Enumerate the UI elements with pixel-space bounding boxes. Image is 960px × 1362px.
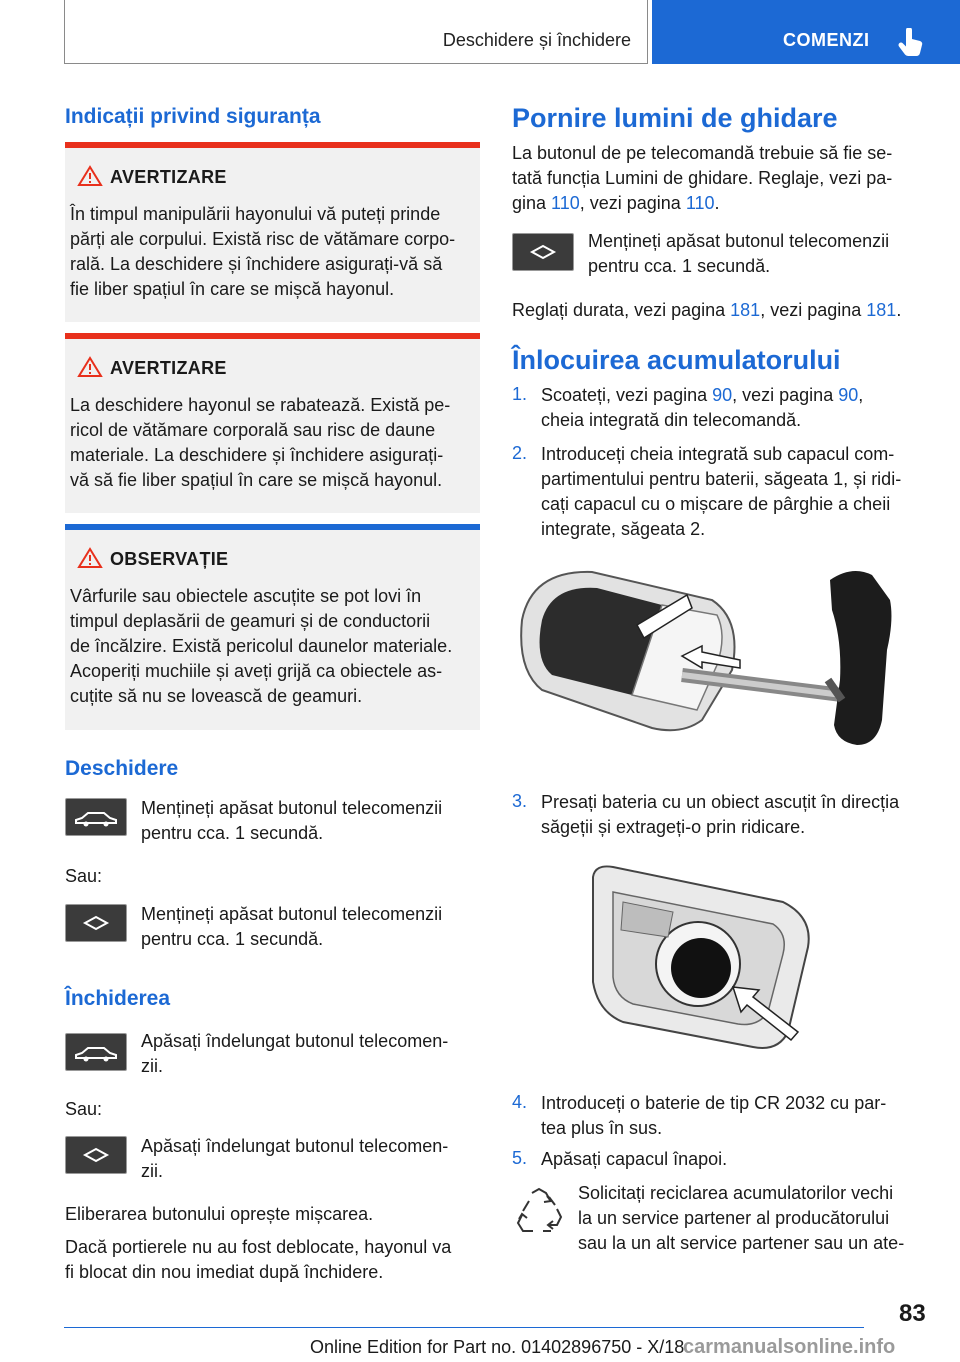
text-run: , vezi pagina <box>732 385 839 405</box>
page-number: 83 <box>899 1300 926 1327</box>
note-box <box>65 524 480 730</box>
warning-bar <box>65 333 480 339</box>
text-line: cați capacul cu o mișcare de pârghie a cheii <box>541 494 891 514</box>
page-link[interactable]: 181 <box>866 300 897 320</box>
battery-removal-illustration <box>583 862 843 1052</box>
text-line: săgeții și extrageți-o prin ridicare. <box>541 817 806 837</box>
text-run: , <box>858 385 864 405</box>
text-run: , vezi pagina <box>579 193 686 213</box>
text-line: Acoperiți muchiile și aveți grijă ca obiectele as- <box>70 661 443 681</box>
text-line: la un service partener al producătorului <box>578 1208 890 1228</box>
warning-text <box>70 393 475 493</box>
text-line: partimentului pentru baterii, săgeata 1, și ridi- <box>541 469 902 489</box>
guide-light-button-icon <box>512 233 574 271</box>
text-line: fi blocat din nou imediat după închidere. <box>65 1262 384 1282</box>
text-line: Mențineți apăsat butonul telecomenzii <box>588 231 890 251</box>
text-line: Dacă portierele nu au fost deblocate, hayonul va <box>65 1237 452 1257</box>
note-bar <box>65 524 480 530</box>
text-line: Introduceți cheia integrată sub capacul com- <box>541 444 895 464</box>
step-number: 4. <box>512 1092 528 1112</box>
text-line: pentru cca. 1 secundă. <box>141 929 324 949</box>
page-link[interactable]: 110 <box>685 193 715 213</box>
text-line: fie liber spațiul în care se mișcă hayonul. <box>70 279 395 299</box>
car-remote-button-icon <box>65 798 127 836</box>
text-line <box>512 191 892 216</box>
page-link[interactable]: 110 <box>551 193 580 213</box>
text-line: În timpul manipulării hayonului vă puteți prinde <box>70 204 441 224</box>
warning-box-1 <box>65 142 480 322</box>
warning-label: AVERTIZARE <box>110 358 227 378</box>
guide-light-button-icon <box>65 904 127 942</box>
text-run: Scoateți, vezi pagina <box>541 385 713 405</box>
page-link[interactable]: 181 <box>730 300 761 320</box>
warning-box-2 <box>65 333 480 513</box>
text-line: Apăsați capacul înapoi. <box>541 1149 728 1169</box>
warning-text <box>70 202 475 302</box>
section-title: Deschidere și închidere <box>442 30 631 50</box>
text-line: Vârfurile sau obiectele ascuțite se pot lovi în <box>70 586 422 606</box>
edition-text: Online Edition for Part no. 01402896750 - X/18 <box>310 1337 685 1357</box>
warning-triangle-icon <box>77 547 103 574</box>
text-line: cheia integrată din telecomandă. <box>541 410 802 430</box>
opening-heading: Deschidere <box>65 757 179 780</box>
release-text: Eliberarea butonului oprește mișcarea. <box>65 1204 374 1224</box>
text-line: ricol de vătămare corporală sau risc de daune <box>70 420 436 440</box>
step-1-text <box>541 383 863 433</box>
closing-instruction-b <box>141 1134 448 1184</box>
page-link[interactable]: 90 <box>712 385 733 405</box>
warning-triangle-icon <box>77 165 103 192</box>
chapter-title: COMENZI <box>783 30 870 50</box>
header-section-box <box>64 0 648 64</box>
watermark: carmanualsonline.info <box>683 1336 896 1358</box>
text-line: La deschidere hayonul se rabatează. Există pe- <box>70 395 451 415</box>
car-remote-button-icon <box>65 1033 127 1071</box>
key-removal-illustration <box>512 560 922 750</box>
safety-heading: Indicații privind siguranța <box>65 105 321 128</box>
text-line: integrate, săgeata 2. <box>541 519 706 539</box>
guide-paragraph <box>512 141 892 216</box>
warning-label: AVERTIZARE <box>110 167 227 187</box>
text-line: tată funcția Lumini de ghidare. Reglaje, vezi pa- <box>512 168 893 188</box>
text-line: Introduceți o baterie de tip CR 2032 cu par- <box>541 1093 887 1113</box>
recycle-icon <box>513 1187 565 1242</box>
duration-text <box>512 298 901 323</box>
step-number: 2. <box>512 443 528 463</box>
step-number: 5. <box>512 1148 528 1168</box>
warning-triangle-icon <box>77 356 103 383</box>
text-line: Apăsați îndelungat butonul telecomen- <box>141 1136 449 1156</box>
warning-bar <box>65 142 480 148</box>
step-4-text <box>541 1091 886 1141</box>
text-run: Reglați durata, vezi pagina <box>512 300 731 320</box>
text-line <box>541 383 863 408</box>
text-line: zii. <box>141 1161 163 1181</box>
text-run: gina <box>512 193 552 213</box>
or-label: Sau: <box>65 1099 103 1119</box>
opening-instruction-a <box>141 796 442 846</box>
note-text <box>70 584 475 709</box>
text-line: de încălzire. Există pericolul daunelor materiale. <box>70 636 453 656</box>
guide-instruction <box>588 229 889 279</box>
text-line: Apăsați îndelungat butonul telecomen- <box>141 1031 449 1051</box>
step-3-text <box>541 790 899 840</box>
closing-heading: Închiderea <box>65 987 171 1010</box>
text-line: Presați bateria cu un obiect ascuțit în direcția <box>541 792 900 812</box>
battery-heading: Înlocuirea acumulatorului <box>512 345 841 375</box>
text-line: vă să fie liber spațiul în care se mișcă hayonul. <box>70 470 443 490</box>
text-line: părți ale corpului. Există risc de vătămare corpo- <box>70 229 456 249</box>
text-line: pentru cca. 1 secundă. <box>141 823 324 843</box>
step-number: 1. <box>512 384 528 404</box>
or-label: Sau: <box>65 866 103 886</box>
closing-instruction-a <box>141 1029 448 1079</box>
text-line: rală. La deschidere și închidere asigurați-vă să <box>70 254 443 274</box>
text-run: , vezi pagina <box>760 300 867 320</box>
text-line: sau la un alt service partener sau un ate- <box>578 1233 905 1253</box>
pointing-hand-icon <box>898 28 924 63</box>
text-run: . <box>896 300 902 320</box>
guide-light-button-icon <box>65 1136 127 1174</box>
text-line: Solicitați reciclarea acumulatorilor vechi <box>578 1183 894 1203</box>
step-5-text <box>541 1147 727 1172</box>
text-line: La butonul de pe telecomandă trebuie să fie se- <box>512 143 893 163</box>
opening-instruction-b <box>141 902 442 952</box>
guide-heading: Pornire lumini de ghidare <box>512 103 838 133</box>
text-line: Mențineți apăsat butonul telecomenzii <box>141 798 443 818</box>
step-number: 3. <box>512 791 528 811</box>
note-label: OBSERVAȚIE <box>110 549 229 569</box>
text-line: materiale. La deschidere și închidere asigurați- <box>70 445 444 465</box>
text-line: Mențineți apăsat butonul telecomenzii <box>141 904 443 924</box>
step-2-text <box>541 442 901 542</box>
footer-rule <box>64 1327 864 1328</box>
text-line: timpul deplasării de geamuri și de conductorii <box>70 611 431 631</box>
recycle-text <box>578 1181 904 1256</box>
text-line: pentru cca. 1 secundă. <box>588 256 771 276</box>
text-line: zii. <box>141 1056 163 1076</box>
page-link[interactable]: 90 <box>838 385 859 405</box>
text-line: tea plus în sus. <box>541 1118 663 1138</box>
text-line: cuțite să nu se lovească de geamuri. <box>70 686 363 706</box>
text-run: . <box>714 193 720 213</box>
doors-text <box>65 1235 451 1285</box>
